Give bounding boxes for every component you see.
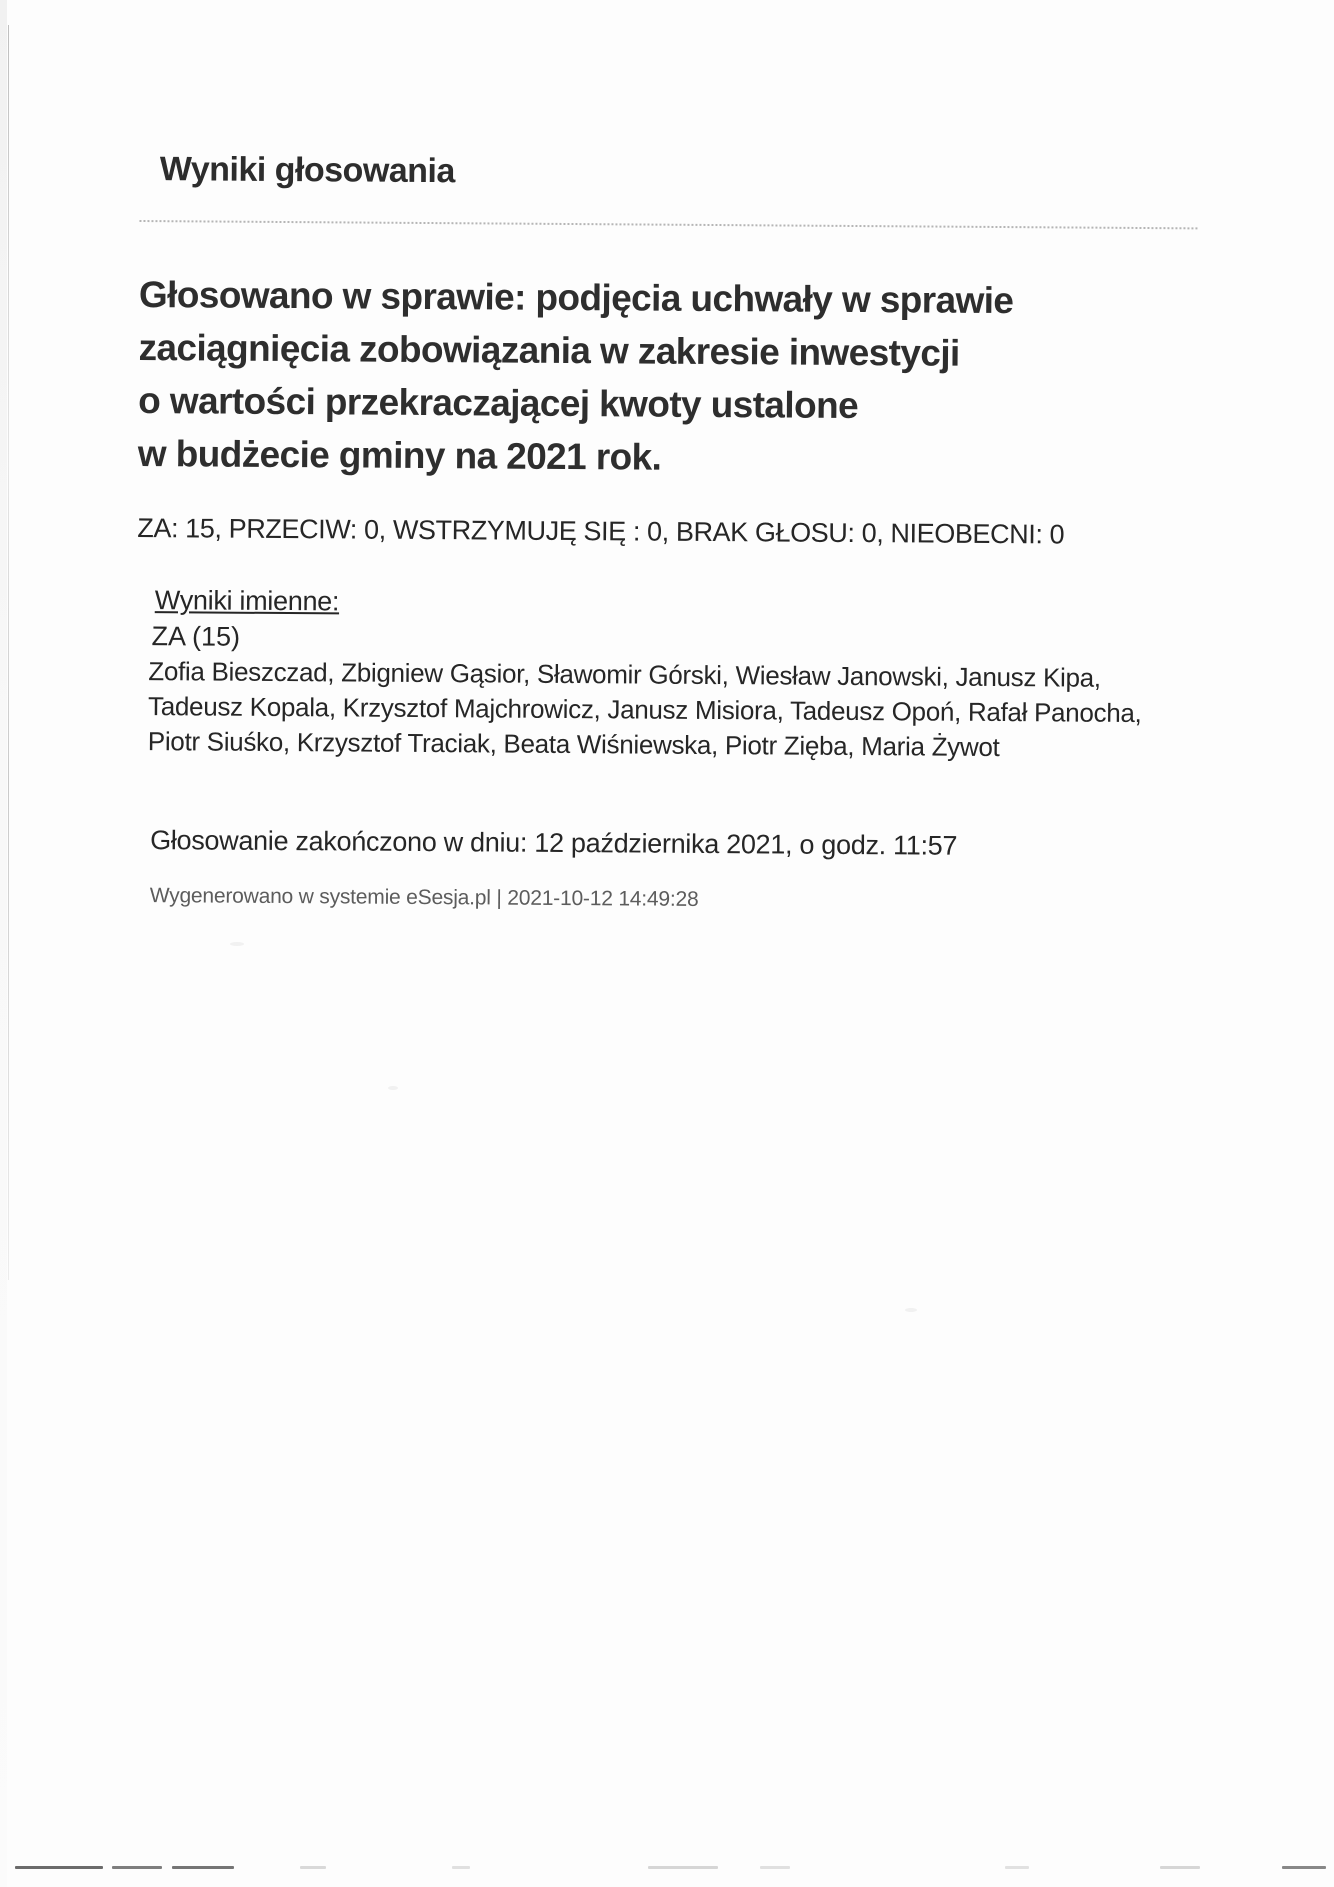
scan-edge-strip: [0, 0, 7, 1887]
vote-subject-line: o wartości przekraczającej kwoty ustalone: [138, 379, 859, 427]
voter-names-line: Tadeusz Kopala, Krzysztof Majchrowicz, Janusz Misiora, Tadeusz Opoń, Rafał Panocha,: [147, 691, 1142, 729]
vote-subject-heading: [138, 268, 1214, 487]
page-title: Wyniki głosowania: [159, 150, 456, 191]
vote-summary: ZA: 15, PRZECIW: 0, WSTRZYMUJĘ SIĘ : 0, BRAK GŁOSU: 0, NIEOBECNI: 0: [137, 512, 1065, 550]
vote-subject-line: zaciągnięcia zobowiązania w zakresie inwestycji: [138, 326, 960, 374]
voter-names-line: Piotr Siuśko, Krzysztof Traciak, Beata Wiśniewska, Piotr Zięba, Maria Żywot: [147, 726, 1000, 763]
scan-edge-line: [8, 25, 9, 1280]
document-content: [135, 145, 1215, 916]
generated-footer: Wygenerowano w systemie eSesja.pl | 2021-10-12 14:49:28: [149, 884, 699, 911]
scan-smudge: [388, 1086, 398, 1090]
scan-smudge: [230, 942, 244, 946]
named-results-heading: Wyniki imienne:: [154, 585, 340, 617]
title-divider: [139, 220, 1197, 229]
voter-names-list: [148, 654, 1212, 766]
scan-bottom-artifact-line: [0, 1866, 1334, 1872]
vote-subject-line: w budżecie gminy na 2021 rok.: [137, 432, 662, 478]
vote-subject-line: Głosowano w sprawie: podjęcia uchwały w sprawie: [138, 273, 1014, 322]
scan-smudge: [905, 1308, 917, 1312]
vote-closed-line: Głosowanie zakończono w dniu: 12 października 2021, o godz. 11:57: [150, 825, 958, 861]
voter-names-line: Zofia Bieszczad, Zbigniew Gąsior, Sławomir Górski, Wiesław Janowski, Janusz Kipa,: [148, 656, 1101, 693]
vote-group-label: ZA (15): [151, 621, 241, 652]
